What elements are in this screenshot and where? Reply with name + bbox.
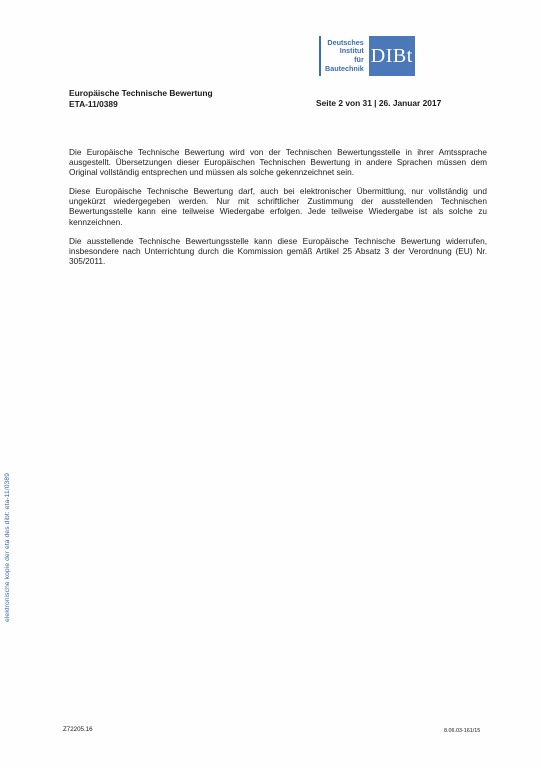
paragraph-2: Diese Europäische Technische Bewertung darf, auch bei elektronischer Übermittlung, nur vollständig und ungekürzt wiedergegeben werden. Nur mit schriftlicher Zustimmung der ausstellenden Technischen Bewertungsstelle kann eine teilweise Wiedergabe erfolgen. Jede teilweise Wiedergabe ist als solche zu kennzeichnen. [69,186,487,227]
logo-wordmark [325,36,369,76]
document-title: Europäische Technische Bewertung [69,88,213,98]
document-header [69,88,213,109]
page-info: Seite 2 von 31 | 26. Januar 2017 [316,98,442,108]
logo-line-1: Deutsches [327,37,364,47]
logo-divider [319,36,321,76]
document-body [69,147,487,275]
logo-line-3: für [354,55,364,64]
logo-mark: DIBt [369,36,415,76]
dibt-logo [319,36,415,76]
footer-file-number: 8.06.03-161/15 [444,728,481,734]
paragraph-1: Die Europäische Technische Bewertung wird von der Technischen Bewertungsstelle in ihrer Amtssprache ausgestellt. Übersetzungen dieser Europäischen Technischen Bewertung in andere Sprachen müssen dem Original vollständig entsprechen und müssen als solche gekennzeichnet sein. [69,147,487,178]
footer-reference: Z72205.16 [63,726,93,733]
paragraph-3: Die ausstellende Technische Bewertungsstelle kann diese Europäische Technische Bewertung widerrufen, insbesondere nach Unterrichtung durch die Kommission gemäß Artikel 25 Absatz 3 der Verordnung (EU) Nr. 305/2011. [69,235,487,266]
logo-line-4: Bautechnik [325,63,364,73]
logo-line-2: Institut [339,46,364,56]
side-stamp: elektronische kopie der eta des dibt: eta-11/0389 [4,472,11,622]
eta-number: ETA-11/0389 [69,98,118,109]
